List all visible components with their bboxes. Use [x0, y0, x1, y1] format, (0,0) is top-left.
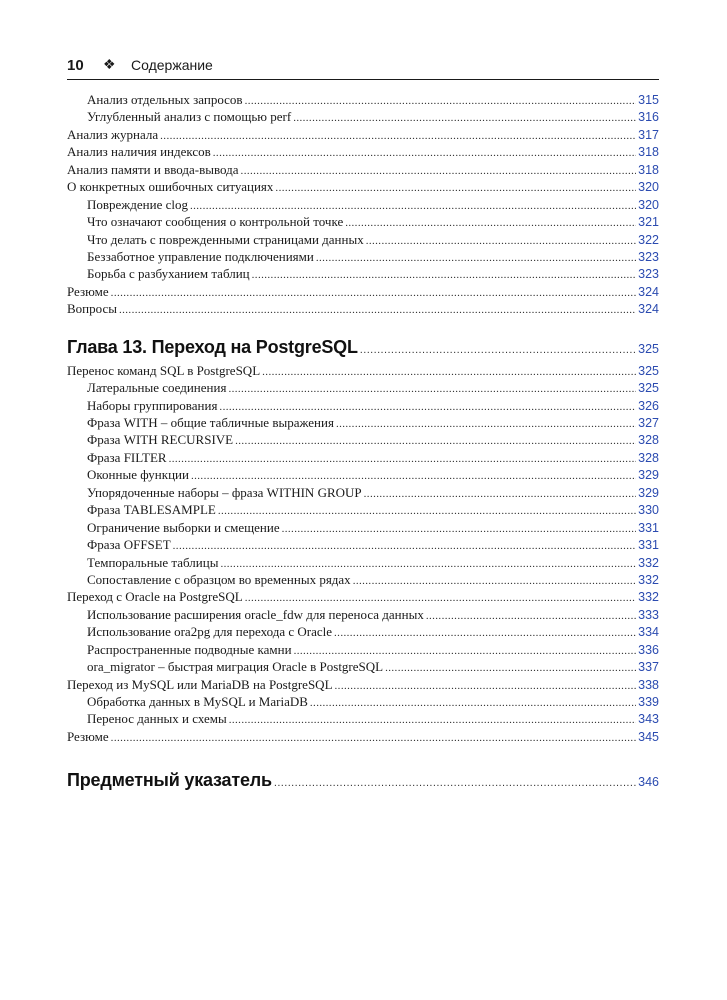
- toc-entry[interactable]: [67, 398, 659, 415]
- chapter-title: Глава 13. Переход на PostgreSQL: [67, 336, 358, 357]
- toc-entry[interactable]: [67, 694, 659, 711]
- dot-leader: [119, 304, 636, 316]
- dot-leader: [220, 558, 636, 570]
- toc-entry[interactable]: [67, 711, 659, 728]
- dot-leader: [228, 383, 636, 395]
- header-title: Содержание: [131, 57, 213, 73]
- dot-leader: [336, 418, 636, 430]
- toc-entry[interactable]: [67, 624, 659, 641]
- toc-entry-page: 324: [638, 302, 659, 317]
- toc-entry-title: Фраза WITH RECURSIVE: [87, 432, 234, 448]
- toc-entry-title: Сопоставление с образцом во временных рядах: [87, 571, 351, 587]
- dot-leader: [426, 610, 636, 622]
- toc-entry-title: Оконные функции: [87, 467, 189, 483]
- dot-leader: [245, 95, 637, 107]
- dot-leader: [229, 714, 636, 726]
- dot-leader: [360, 344, 636, 356]
- toc-entry[interactable]: [67, 197, 659, 214]
- toc-entry-page: 324: [638, 284, 659, 299]
- toc-entry-title: Резюме: [67, 728, 109, 744]
- header-rule: [67, 79, 659, 80]
- toc-entry-title: ora_migrator – быстрая миграция Oracle в PostgreSQL: [87, 659, 384, 675]
- toc-entry[interactable]: [67, 232, 659, 249]
- toc-entry[interactable]: [67, 485, 659, 502]
- dot-leader: [275, 182, 636, 194]
- dot-leader: [190, 200, 636, 212]
- toc-entry[interactable]: [67, 572, 659, 589]
- toc-entry[interactable]: [67, 301, 659, 318]
- toc-entry-page: 331: [638, 538, 659, 553]
- toc-entry[interactable]: [67, 380, 659, 397]
- toc-entry-title: Анализ журнала: [67, 126, 159, 142]
- toc-entry[interactable]: [67, 214, 659, 231]
- toc-entry-title: Наборы группирования: [87, 397, 218, 413]
- index-page: 346: [638, 775, 659, 790]
- toc-entry-page: 320: [638, 180, 659, 195]
- dot-leader: [282, 523, 637, 535]
- toc-entry[interactable]: [67, 467, 659, 484]
- toc-entry-page: 332: [638, 572, 659, 587]
- dot-leader: [173, 540, 636, 552]
- toc-entry-page: 329: [638, 468, 659, 483]
- toc-entry-page: 338: [638, 677, 659, 692]
- dot-leader: [345, 217, 636, 229]
- toc-entry-page: 332: [638, 555, 659, 570]
- toc-entry-page: 323: [638, 267, 659, 282]
- toc-entry[interactable]: [67, 677, 659, 694]
- toc-entry[interactable]: [67, 520, 659, 537]
- dot-leader: [111, 287, 636, 299]
- toc-entry-title: Повреждение clog: [87, 196, 188, 212]
- dot-leader: [366, 235, 636, 247]
- toc-entry-page: 330: [638, 503, 659, 518]
- dot-leader: [213, 147, 636, 159]
- toc-section-chapter-12-tail: [67, 92, 659, 319]
- toc-entry-page: 318: [638, 162, 659, 177]
- toc-entry-title: Фраза WITH – общие табличные выражения: [87, 415, 334, 430]
- toc-entry-title: Латеральные соединения: [87, 380, 227, 396]
- dot-leader: [294, 645, 637, 657]
- toc-entry-page: 332: [638, 590, 659, 605]
- toc-entry-title: Переход с Oracle на PostgreSQL: [67, 589, 243, 605]
- page-number: 10: [67, 57, 84, 74]
- toc-index-heading[interactable]: [67, 770, 659, 794]
- toc-entry[interactable]: [67, 415, 659, 432]
- dot-leader: [335, 680, 637, 692]
- dot-leader: [316, 252, 636, 264]
- toc-entry-title: Перенос команд SQL в PostgreSQL: [67, 362, 261, 378]
- toc-entry-title: Фраза OFFSET: [87, 537, 171, 553]
- toc-entry-title: Анализ наличия индексов: [67, 144, 211, 160]
- toc-entry[interactable]: [67, 502, 659, 519]
- toc-entry[interactable]: [67, 642, 659, 659]
- toc-entry-page: 345: [638, 729, 659, 744]
- toc-entry-page: 321: [638, 215, 659, 230]
- dot-leader: [310, 697, 636, 709]
- dot-leader: [218, 505, 636, 517]
- toc-entry[interactable]: [67, 266, 659, 283]
- index-title: Предметный указатель: [67, 770, 272, 791]
- toc-entry-title: Беззаботное управление подключениями: [87, 248, 314, 264]
- toc-chapter-heading[interactable]: [67, 337, 659, 361]
- toc-entry[interactable]: [67, 659, 659, 676]
- toc-entry-page: 325: [638, 381, 659, 396]
- dot-leader: [385, 662, 636, 674]
- toc-entry-title: Резюме: [67, 283, 109, 299]
- chapter-page: 325: [638, 341, 659, 356]
- dot-leader: [111, 732, 636, 744]
- dot-leader: [274, 777, 636, 789]
- toc-entry-page: 316: [638, 110, 659, 125]
- toc-entry[interactable]: [67, 432, 659, 449]
- toc-entry-page: 326: [638, 398, 659, 413]
- dot-leader: [160, 130, 636, 142]
- toc-entry[interactable]: [67, 179, 659, 196]
- toc-entry[interactable]: [67, 363, 659, 380]
- running-header: [67, 57, 659, 77]
- toc-entry-title: Борьба с разбуханием таблиц: [87, 266, 250, 282]
- toc-entry-page: 317: [638, 127, 659, 142]
- toc-entry-title: Анализ памяти и ввода-вывода: [67, 161, 239, 177]
- toc-entry-title: Вопросы: [67, 301, 117, 317]
- toc-entry-page: 328: [638, 433, 659, 448]
- table-of-contents: [67, 92, 659, 796]
- toc-entry[interactable]: [67, 555, 659, 572]
- dot-leader: [191, 470, 636, 482]
- toc-entry-title: Что делать с поврежденными страницами данных: [87, 231, 364, 247]
- toc-entry-title: Использование ora2pg для перехода с Oracle: [87, 624, 333, 640]
- toc-entry[interactable]: [67, 92, 659, 109]
- toc-entry-page: 322: [638, 232, 659, 247]
- toc-entry[interactable]: [67, 589, 659, 606]
- toc-entry-page: 329: [638, 485, 659, 500]
- toc-entry-title: О конкретных ошибочных ситуациях: [67, 179, 274, 195]
- toc-entry-title: Ограничение выборки и смещение: [87, 519, 280, 535]
- toc-entry[interactable]: [67, 450, 659, 467]
- toc-entry-page: 337: [638, 660, 659, 675]
- ornament-icon: ❖: [103, 56, 116, 72]
- toc-entry-page: 336: [638, 642, 659, 657]
- toc-entry-page: 327: [638, 416, 659, 430]
- toc-entry[interactable]: [67, 249, 659, 266]
- toc-entry-page: 331: [638, 520, 659, 535]
- toc-entry-page: 315: [638, 93, 659, 107]
- toc-entry-title: Фраза FILTER: [87, 449, 167, 465]
- toc-entry-title: Анализ отдельных запросов: [87, 92, 243, 107]
- toc-entry-page: 334: [638, 625, 659, 640]
- dot-leader: [334, 627, 636, 639]
- toc-entry-page: 318: [638, 145, 659, 160]
- toc-section-chapter-13: [67, 363, 659, 747]
- dot-leader: [241, 165, 637, 177]
- toc-entry-page: 328: [638, 450, 659, 465]
- toc-entry-title: Что означают сообщения о контрольной точке: [87, 214, 344, 230]
- toc-entry[interactable]: [67, 127, 659, 144]
- toc-entry-page: 323: [638, 249, 659, 264]
- dot-leader: [262, 366, 636, 378]
- toc-entry-title: Обработка данных в MySQL и MariaDB: [87, 694, 308, 709]
- toc-entry-page: 320: [638, 197, 659, 212]
- dot-leader: [219, 401, 636, 413]
- toc-entry-page: 343: [638, 712, 659, 727]
- dot-leader: [293, 112, 636, 124]
- toc-entry[interactable]: [67, 729, 659, 746]
- dot-leader: [169, 453, 637, 465]
- toc-entry-page: 333: [638, 607, 659, 622]
- toc-entry-title: Темпоральные таблицы: [87, 554, 219, 570]
- dot-leader: [235, 435, 636, 447]
- toc-entry-title: Перенос данных и схемы: [87, 711, 227, 727]
- toc-entry-title: Использование расширения oracle_fdw для переноса данных: [87, 606, 424, 622]
- dot-leader: [364, 488, 637, 500]
- toc-entry-title: Углубленный анализ с помощью perf: [87, 109, 292, 125]
- toc-entry-title: Переход из MySQL или MariaDB на PostgreSQL: [67, 676, 333, 692]
- toc-entry[interactable]: [67, 162, 659, 179]
- toc-entry[interactable]: [67, 607, 659, 624]
- toc-entry[interactable]: [67, 284, 659, 301]
- dot-leader: [245, 592, 636, 604]
- toc-entry[interactable]: [67, 144, 659, 161]
- toc-entry-title: Фраза TABLESAMPLE: [87, 502, 216, 518]
- toc-entry-page: 339: [638, 695, 659, 709]
- toc-entry[interactable]: [67, 537, 659, 554]
- dot-leader: [252, 269, 637, 281]
- toc-entry[interactable]: [67, 109, 659, 126]
- dot-leader: [353, 575, 636, 587]
- toc-entry-title: Распространенные подводные камни: [87, 641, 292, 657]
- toc-entry-title: Упорядоченные наборы – фраза WITHIN GROUP: [87, 484, 362, 500]
- toc-entry-page: 325: [638, 363, 659, 378]
